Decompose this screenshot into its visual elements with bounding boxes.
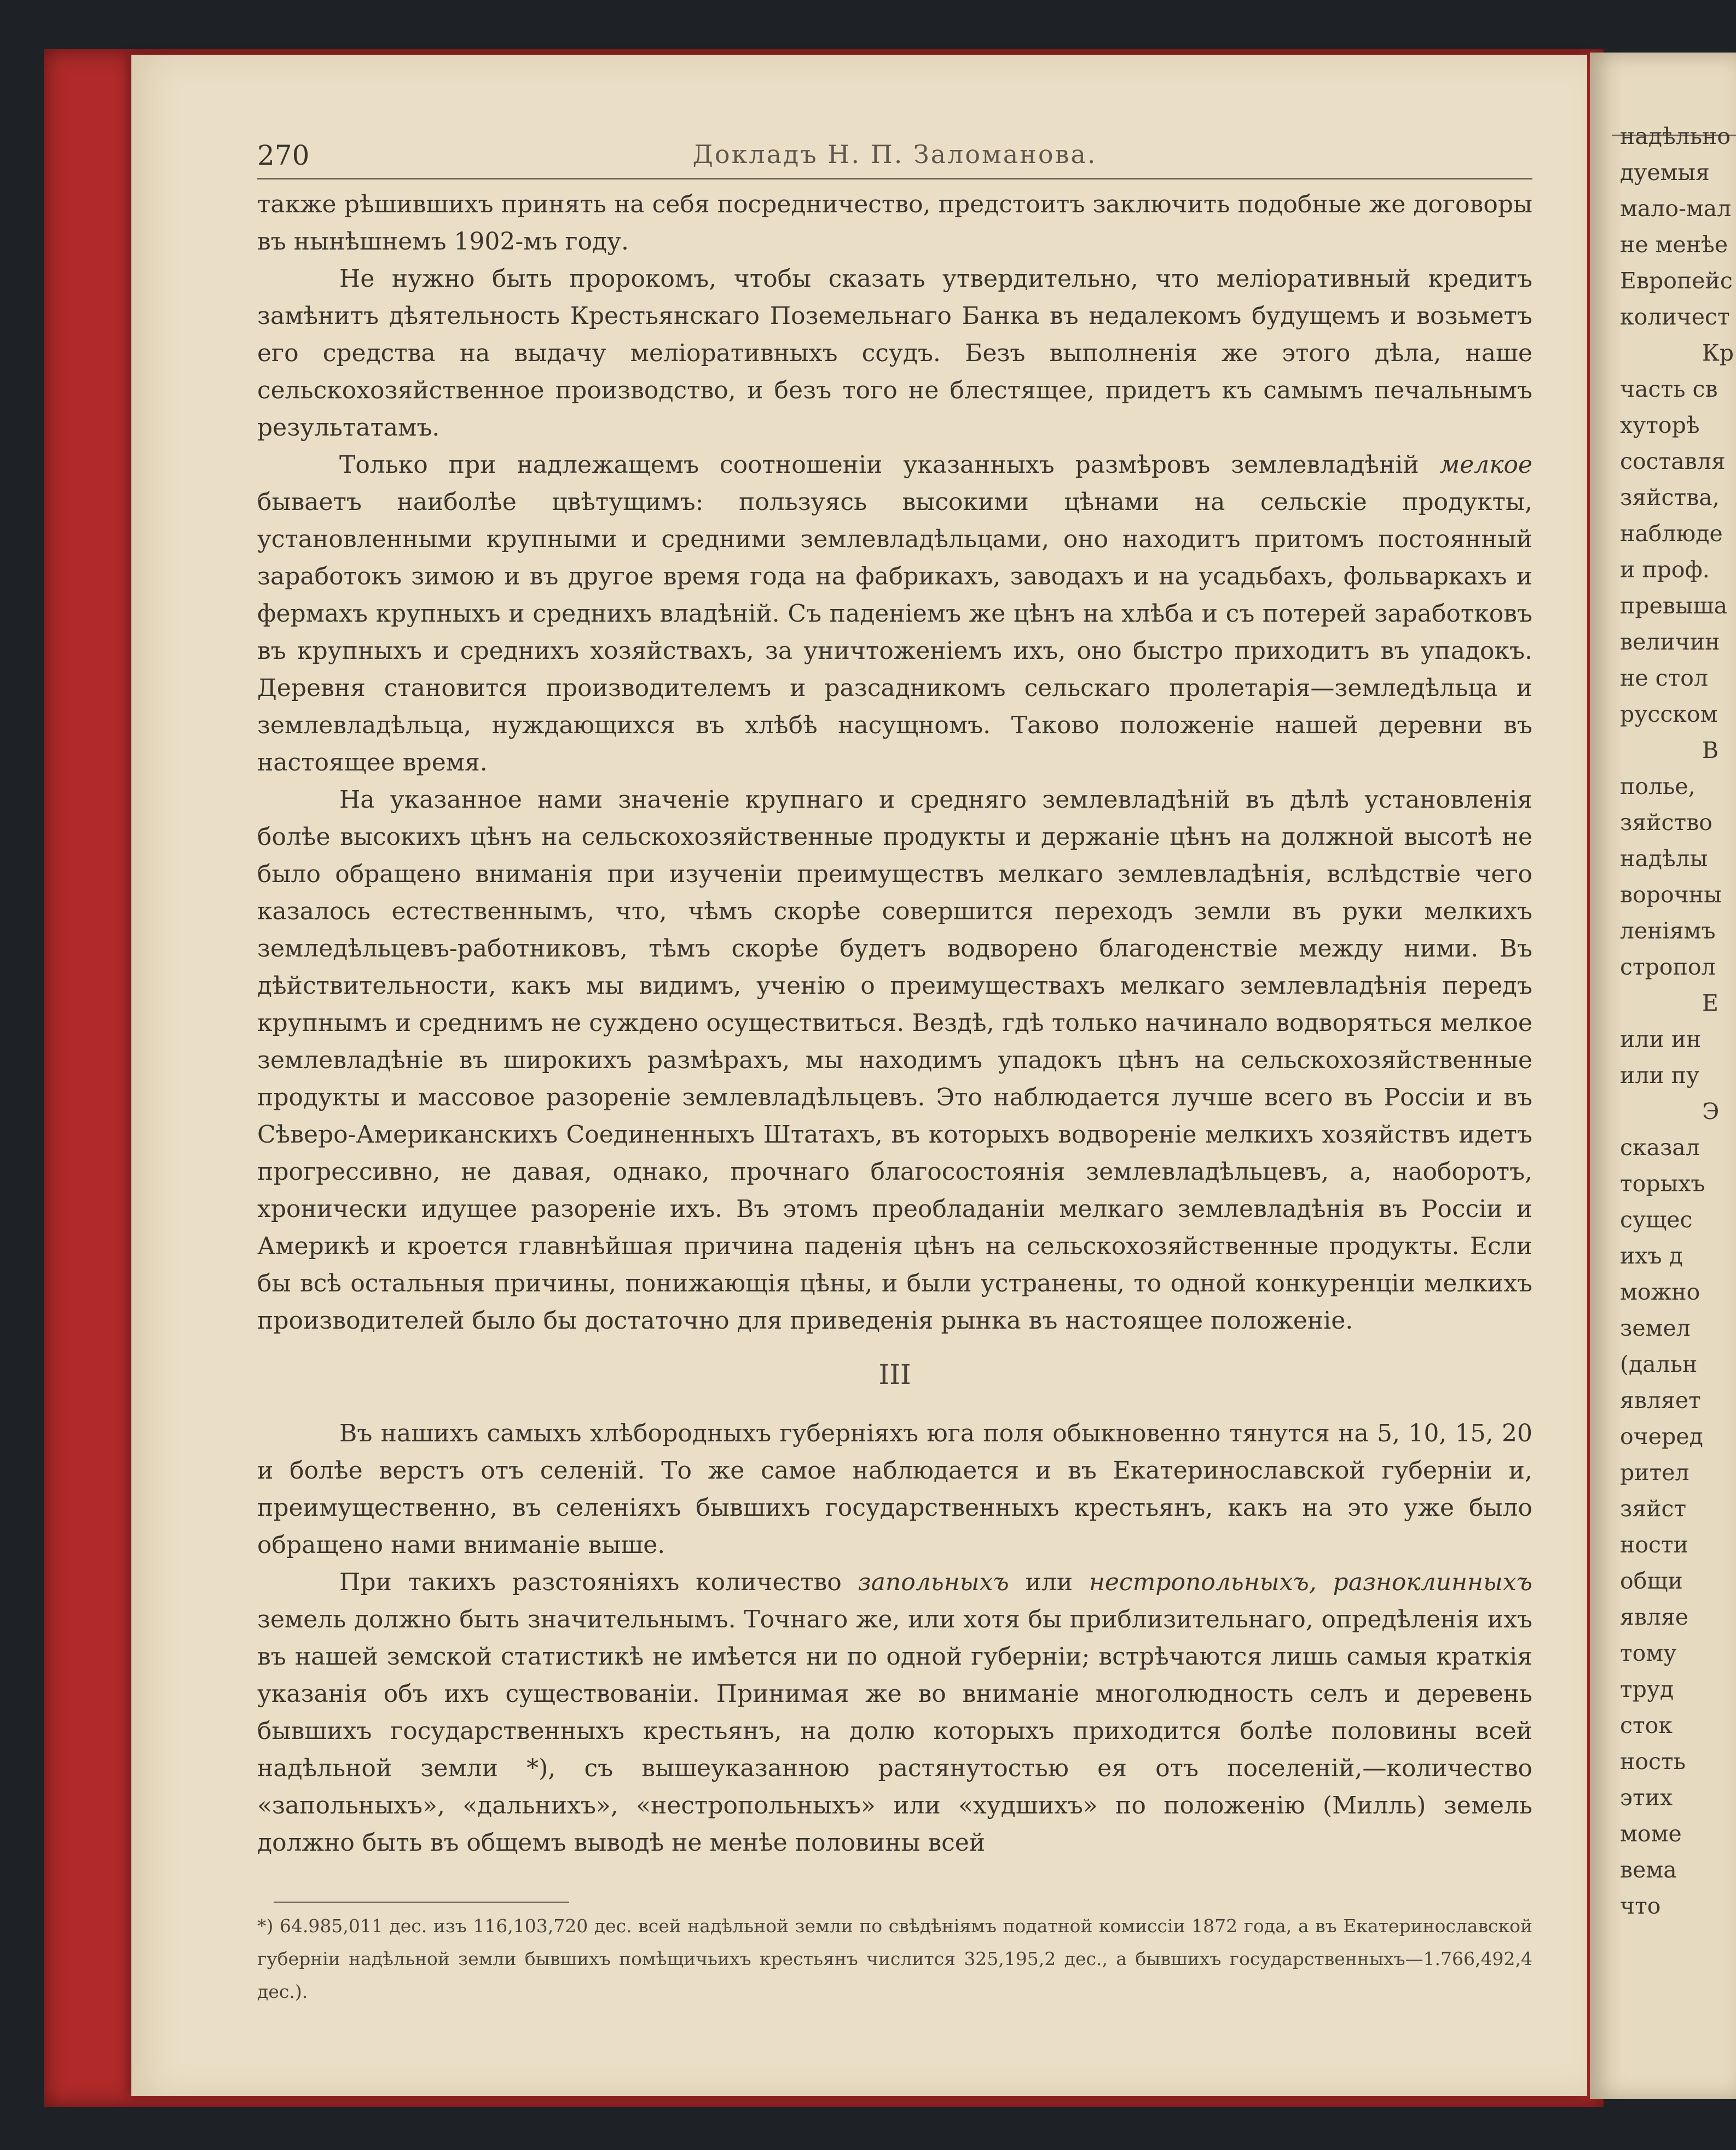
facing-page-line: ихъ д xyxy=(1620,1243,1683,1269)
facing-page-line: зяйство xyxy=(1620,809,1712,836)
facing-page-line: и проф. xyxy=(1620,557,1710,583)
paragraph-3 xyxy=(257,447,1532,781)
facing-page-line: очеред xyxy=(1620,1423,1703,1450)
facing-page-line: ности xyxy=(1620,1532,1688,1558)
facing-page-line: общи xyxy=(1620,1568,1683,1594)
facing-page-line: дуемыя xyxy=(1620,159,1710,186)
facing-page-line: торыхъ xyxy=(1620,1170,1705,1197)
paragraph-6-part-b: или xyxy=(1009,1568,1089,1596)
section-heading: III xyxy=(878,1359,911,1390)
facing-page xyxy=(1590,53,1736,2099)
facing-page-line: надѣльно xyxy=(1620,123,1731,149)
paragraph-1: также рѣшившихъ принять на себя посредничество, предстоитъ заключить подобные же договоры въ нынѣшнемъ 1902-мъ году. xyxy=(257,190,1532,256)
running-title: Докладъ Н. П. Заломанова. xyxy=(692,140,1097,169)
page-number: 270 xyxy=(257,140,310,171)
paragraph-5: Въ нашихъ самыхъ хлѣбородныхъ губерніяхъ юга поля обыкновенно тянутся на 5, 10, 15, 20 и болѣе верстъ отъ селеній. То же самое наблюдается и въ Екатеринославской губерніи и, преимущественно, въ селеніяхъ бывшихъ государственныхъ крестьянъ, какъ на это уже было обращено нами вниманіе выше. xyxy=(257,1419,1532,1559)
facing-page-line: величин xyxy=(1620,629,1720,655)
left-page xyxy=(131,55,1587,2096)
facing-page-line: сток xyxy=(1620,1712,1673,1738)
facing-page-line: рител xyxy=(1620,1459,1689,1486)
paragraph-6 xyxy=(257,1564,1532,1862)
facing-page-line: хуторѣ xyxy=(1620,412,1700,438)
paragraph-6-part-c xyxy=(1317,1568,1333,1596)
facing-page-line: земел xyxy=(1620,1315,1691,1341)
facing-page-line: моме xyxy=(1620,1821,1682,1847)
facing-page-line: можно xyxy=(1620,1279,1700,1305)
facing-page-line: зяйст xyxy=(1620,1496,1687,1522)
facing-page-line: леніямъ xyxy=(1620,918,1716,944)
facing-page-line: сказал xyxy=(1620,1134,1700,1161)
facing-page-line: Э xyxy=(1702,1098,1720,1125)
paragraph-6-part-d: земель должно быть значительнымъ. Точнаго же, или хотя бы приблизительнаго, опредѣленія ихъ въ нашей земской статистикѣ не имѣется ни по одной губерніи; встрѣчаются лишь самыя краткія указанія объ ихъ существованіи. Принимая же во вниманіе многолюдность селъ и деревень бывшихъ государственныхъ крестьянъ, на долю которыхъ приходится болѣе половины всей надѣльной земли *), съ вышеуказанною растянутостью ея отъ поселеній,—количество «запольныхъ», «дальнихъ», «нестропольныхъ» или «худшихъ» по положенію (Милль) земель должно быть въ общемъ выводѣ не менѣе половины всей xyxy=(257,1606,1532,1857)
facing-page-line: мало-мал xyxy=(1620,195,1732,222)
facing-page-line: труд xyxy=(1620,1676,1674,1702)
facing-page-line: не стол xyxy=(1620,665,1708,691)
facing-page-line: не менѣе xyxy=(1620,231,1728,258)
facing-page-line: ность xyxy=(1620,1748,1686,1775)
facing-page-line: надѣлы xyxy=(1620,845,1708,872)
paragraph-3-part-a: Только при надлежащемъ соотношеніи указанныхъ размѣровъ землевладѣній xyxy=(339,451,1440,479)
italic-term-1: запольныхъ xyxy=(858,1568,1009,1596)
facing-page-line: ворочны xyxy=(1620,882,1722,908)
paragraph-6-part-a: При такихъ разстояніяхъ количество xyxy=(339,1568,858,1596)
main-text xyxy=(257,186,1532,1862)
facing-page-line: или пу xyxy=(1620,1062,1700,1088)
facing-page-line: В xyxy=(1702,737,1719,763)
facing-page-line: являет xyxy=(1620,1387,1701,1413)
facing-page-line: Кр xyxy=(1702,340,1734,366)
facing-page-line: или ин xyxy=(1620,1026,1702,1052)
facing-page-line: Е xyxy=(1702,990,1718,1016)
footnote-divider xyxy=(274,1902,569,1903)
facing-page-line: тому xyxy=(1620,1640,1677,1666)
facing-page-line: этих xyxy=(1620,1784,1673,1811)
facing-page-line: Европейс xyxy=(1620,268,1733,294)
facing-page-line: превыша xyxy=(1620,593,1728,619)
facing-page-text xyxy=(1620,118,1736,1924)
facing-page-line: стропол xyxy=(1620,954,1716,980)
page-header xyxy=(257,118,1532,179)
paragraph-3-part-b: бываетъ наиболѣе цвѣтущимъ: пользуясь высокими цѣнами на сельскіе продукты, установленными крупными и средними землевладѣльцами, оно находитъ притомъ постоянный заработокъ зимою и въ другое время года на фабрикахъ, заводахъ и на усадьбахъ, фольваркахъ и фермахъ крупныхъ и среднихъ владѣній. Съ паденіемъ же цѣнъ на хлѣба и съ потерей заработковъ въ крупныхъ и среднихъ хозяйствахъ, за уничтоженіемъ ихъ, оно быстро приходитъ въ упадокъ. Деревня становится производителемъ и разсадникомъ сельскаго пролетарія—земледѣльца и землевладѣльца, нуждающихся въ хлѣбѣ насущномъ. Таково положеніе нашей деревни въ настоящее время. xyxy=(257,488,1532,776)
facing-page-line: (дальн xyxy=(1620,1351,1698,1377)
paragraph-2: Не нужно быть пророкомъ, чтобы сказать утвердительно, что меліоративный кредитъ замѣнитъ дѣятельность Крестьянскаго Поземельнаго Банка въ недалекомъ будущемъ и возьметъ его средства на выдачу меліоративныхъ ссудъ. Безъ выполненія же этого дѣла, наше сельскохозяйственное производство, и безъ того не блестящее, придетъ къ самымъ печальнымъ результатамъ. xyxy=(257,265,1532,442)
facing-page-line: количест xyxy=(1620,304,1730,330)
footnote: *) 64.985,011 дес. изъ 116,103,720 дес. всей надѣльной земли по свѣдѣніямъ податной комиссіи 1872 года, а въ Екатеринославской губерніи надѣльной земли бывшихъ помѣщичьихъ крестьянъ числится 325,195,2 дес., а бывшихъ государственныхъ—1.766,492,4 дес.). xyxy=(257,1915,1532,2002)
italic-term-3: разноклинныхъ xyxy=(1333,1568,1532,1596)
facing-page-line: наблюде xyxy=(1620,520,1723,547)
facing-page-line: вема xyxy=(1620,1857,1677,1883)
facing-page-line: являе xyxy=(1620,1604,1689,1630)
italic-term-2: нестропольныхъ, xyxy=(1089,1568,1317,1596)
italic-term-melkoe: мелкое xyxy=(1439,451,1532,479)
facing-page-line: часть св xyxy=(1620,376,1718,402)
facing-page-line: русском xyxy=(1620,701,1718,727)
facing-page-line: сущес xyxy=(1620,1207,1693,1233)
facing-page-line: полье, xyxy=(1620,773,1696,799)
facing-page-line: что xyxy=(1620,1893,1661,1919)
paragraph-4: На указанное нами значеніе крупнаго и средняго землевладѣній въ дѣлѣ установленія болѣе высокихъ цѣнъ на сельскохозяйственные продукты и держаніе цѣнъ на должной высотѣ не было обращено вниманія при изученіи преимуществъ мелкаго землевладѣнія, вслѣдствіе чего казалось естественнымъ, что, чѣмъ скорѣе совершится переходъ земли въ руки мелкихъ земледѣльцевъ-работниковъ, тѣмъ скорѣе будетъ водворено благоденствіе между ними. Въ дѣйствительности, какъ мы видимъ, ученію о преимуществахъ мелкаго землевладѣнія передъ крупнымъ и среднимъ не суждено осуществиться. Вездѣ, гдѣ только начинало водворяться мелкое землевладѣніе въ широкихъ размѣрахъ, мы находимъ упадокъ цѣнъ на сельскохозяйственные продукты и массовое разореніе землевладѣльцевъ. Это наблюдается лучше всего въ Россіи и въ Сѣверо-Американскихъ Соединенныхъ Штатахъ, въ которыхъ водвореніе мелкихъ хозяйствъ идетъ прогрессивно, не давая, однако, прочнаго благосостоянія землевладѣльцевъ, а, наоборотъ, хронически идущее разореніе ихъ. Въ этомъ преобладаніи мелкаго землевладѣнія въ Россіи и Америкѣ и кроется главнѣйшая причина паденія цѣнъ на сельскохозяйственные продукты. Если бы всѣ остальныя причины, понижающія цѣны, и были устранены, то одной конкуренціи мелкихъ производителей было бы достаточно для приведенія рынка въ настоящее положеніе. xyxy=(257,786,1532,1335)
facing-page-line: составля xyxy=(1620,448,1726,474)
facing-page-line: зяйства, xyxy=(1620,484,1720,511)
